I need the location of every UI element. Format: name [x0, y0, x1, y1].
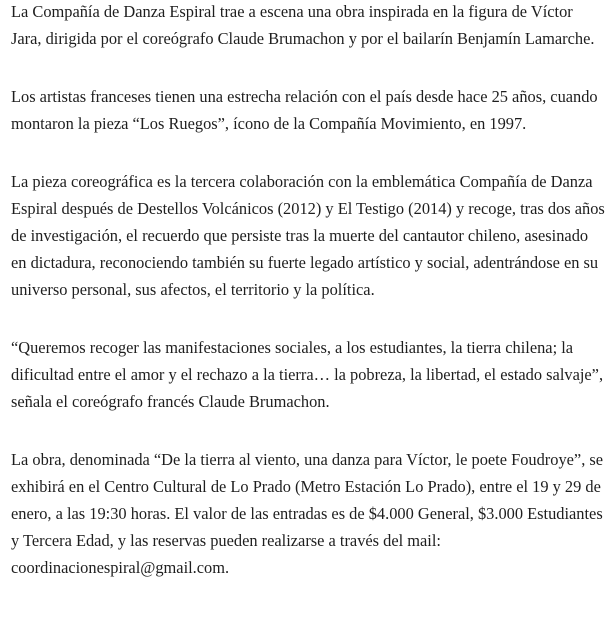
paragraph-event-details: La obra, denominada “De la tierra al viento, una danza para Víctor, le poete Foudroye”, se exhibirá en el Centro Cultural de Lo Prado (Metro Estación Lo Prado), entre el 19 y 29 de enero, a las 19:30 horas. El valor de las entradas es de $4.000 General, $3.000 Estudiantes y Tercera Edad, y las reservas pueden realizarse a través del mail: coordinacionespiral@gmail.com.	[11, 450, 604, 577]
paragraph-intro: La Compañía de Danza Espiral trae a escena una obra inspirada en la figura de Víctor Jara, dirigida por el coreógrafo Claude Brumachon y por el bailarín Benjamín Lamarche.	[11, 2, 595, 48]
paragraph-collaboration: La pieza coreográfica es la tercera colaboración con la emblemática Compañía de Danza Espiral después de Destellos Volcánicos (2012) y El Testigo (2014) y recoge, tras dos años de investigación, el recuerdo que persiste tras la muerte del cantautor chileno, asesinado en dictadura, reconociendo también su fuerte legado artístico y social, adentrándose en su universo personal, sus afectos, el territorio y la política.	[11, 172, 605, 299]
paragraph-history: Los artistas franceses tienen una estrecha relación con el país desde hace 25 años, cuando montaron la pieza “Los Ruegos”, ícono de la Compañía Movimiento, en 1997.	[11, 87, 598, 133]
paragraph-quote: “Queremos recoger las manifestaciones sociales, a los estudiantes, la tierra chilena; la dificultad entre el amor y el rechazo a la tierra… la pobreza, la libertad, el estado salvaje”, señala el coreógrafo francés Claude Brumachon.	[11, 338, 604, 411]
